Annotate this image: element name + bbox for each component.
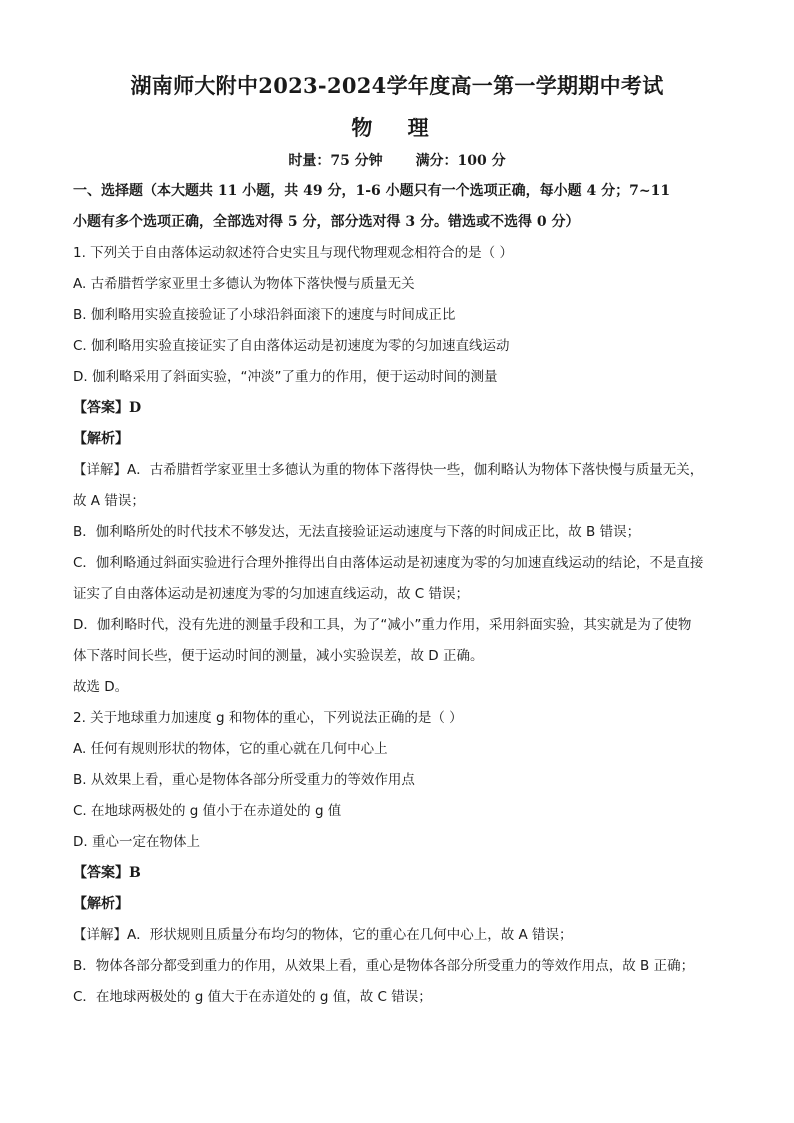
question-1-detail: 体下落时间长些，便于运动时间的测量，减小实验误差，故 D 正确。 (73, 648, 484, 664)
question-1-analysis-label: 【解析】 (73, 431, 129, 447)
question-2-stem: 2. 关于地球重力加速度 g 和物体的重心，下列说法正确的是（ ） (73, 710, 463, 726)
question-1-option-b: B. 伽利略用实验直接验证了小球沿斜面滚下的速度与时间成正比 (73, 307, 456, 323)
question-1-answer: 【答案】D (73, 400, 142, 416)
exam-meta (0, 150, 794, 170)
question-2-answer: 【答案】B (73, 865, 141, 881)
question-2-option-c: C. 在地球两极处的 g 值小于在赤道处的 g 值 (73, 803, 342, 819)
question-1-detail: 【详解】A．古希腊哲学家亚里士多德认为重的物体下落得快一些，伽利略认为物体下落快慢与质量无关， (73, 462, 704, 478)
question-1-detail: D．伽利略时代，没有先进的测量手段和工具，为了“减小”重力作用，采用斜面实验，其实就是为了使物 (73, 617, 692, 633)
section-heading-line2: 小题有多个选项正确，全部选对得 5 分，部分选对得 3 分。错选或不选得 0 分） (73, 214, 580, 230)
time-limit: 时量：75 分钟 (288, 153, 383, 169)
exam-title: 湖南师大附中2023-2024学年度高一第一学期期中考试 (130, 73, 664, 98)
question-1-option-c: C. 伽利略用实验直接证实了自由落体运动是初速度为零的匀加速直线运动 (73, 338, 510, 354)
question-1-detail: C．伽利略通过斜面实验进行合理外推得出自由落体运动是初速度为零的匀加速直线运动的结论，不是直接 (73, 555, 704, 571)
question-2-detail: B．物体各部分都受到重力的作用，从效果上看，重心是物体各部分所受重力的等效作用点，故 B 正确； (73, 958, 695, 974)
question-2-analysis-label: 【解析】 (73, 896, 129, 912)
question-1-option-d: D. 伽利略采用了斜面实验，“冲淡”了重力的作用，便于运动时间的测量 (73, 369, 498, 385)
question-2-option-a: A. 任何有规则形状的物体，它的重心就在几何中心上 (73, 741, 388, 757)
question-1-detail: B．伽利略所处的时代技术不够发达，无法直接验证运动速度与下落的时间成正比，故 B 错误； (73, 524, 641, 540)
question-2-detail: 【详解】A．形状规则且质量分布均匀的物体，它的重心在几何中心上，故 A 错误； (73, 927, 573, 943)
question-2-option-b: B. 从效果上看，重心是物体各部分所受重力的等效作用点 (73, 772, 415, 788)
question-1-conclusion: 故选 D。 (73, 679, 129, 695)
question-1-detail: 故 A 错误； (73, 493, 145, 509)
subject-title: 物 理 (351, 115, 443, 140)
question-2-option-d: D. 重心一定在物体上 (73, 834, 200, 850)
full-score: 满分：100 分 (415, 153, 506, 169)
section-heading-line1: 一、选择题（本大题共 11 小题，共 49 分，1-6 小题只有一个选项正确，每小题 4 分；7~11 (73, 183, 671, 199)
question-1-stem: 1. 下列关于自由落体运动叙述符合史实且与现代物理观念相符合的是（ ） (73, 245, 513, 261)
question-1-detail: 证实了自由落体运动是初速度为零的匀加速直线运动，故 C 错误； (73, 586, 470, 602)
question-1-option-a: A. 古希腊哲学家亚里士多德认为物体下落快慢与质量无关 (73, 276, 415, 292)
question-2-detail: C．在地球两极处的 g 值大于在赤道处的 g 值，故 C 错误； (73, 989, 432, 1005)
